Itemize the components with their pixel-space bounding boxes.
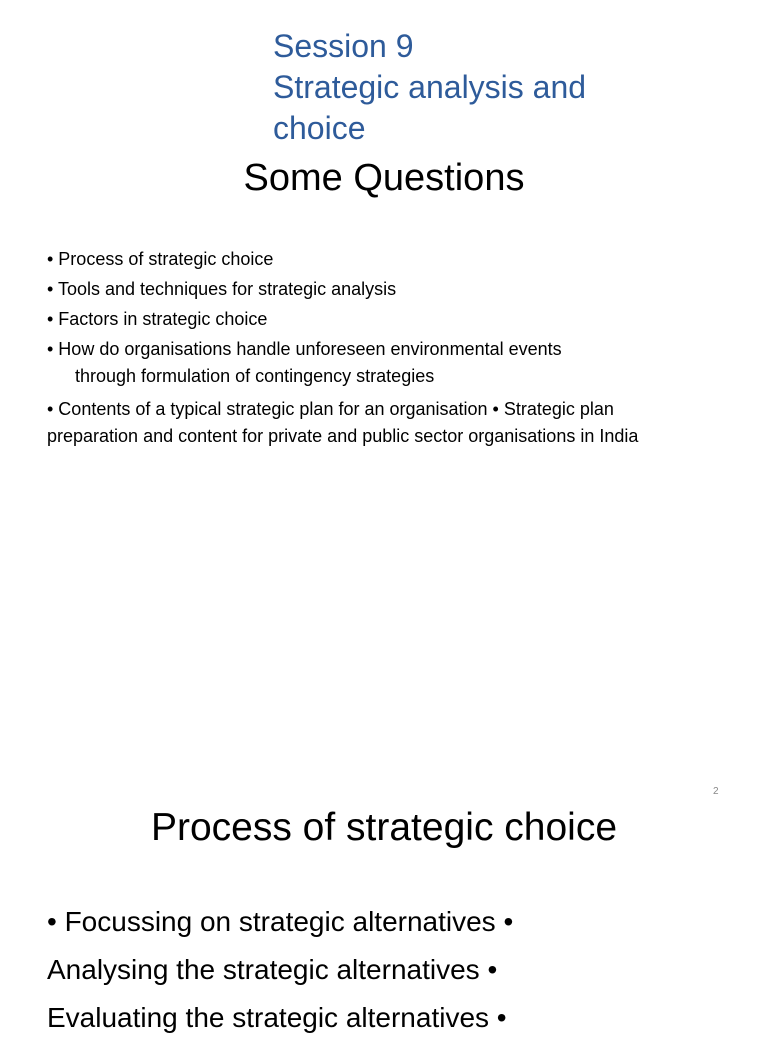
header-line: Strategic analysis and xyxy=(273,69,587,105)
header-line: choice xyxy=(273,110,366,146)
list-item: Evaluating the strategic alternatives • xyxy=(47,1002,507,1033)
session-header xyxy=(273,26,586,149)
list-item: Analysing the strategic alternatives • xyxy=(47,954,498,985)
slide-title: Some Questions xyxy=(243,157,525,199)
bullet-list xyxy=(47,898,747,1042)
bullet-list xyxy=(47,246,667,453)
list-item: • Factors in strategic choice xyxy=(47,309,268,329)
list-item-continuation: through formulation of contingency strategies xyxy=(75,366,435,386)
list-item: • Tools and techniques for strategic analysis xyxy=(47,279,397,299)
list-item: • Process of strategic choice xyxy=(47,249,274,269)
header-line: Session 9 xyxy=(273,28,414,64)
list-item xyxy=(47,336,667,390)
list-item: • Contents of a typical strategic plan for an organisation • Strategic plan preparation and content for private and public sector organisations in India xyxy=(47,399,639,446)
slide-title: Process of strategic choice xyxy=(150,806,618,849)
list-item: • Focussing on strategic alternatives • xyxy=(47,906,514,937)
page-number: 2 xyxy=(713,786,719,797)
list-item-text: • How do organisations handle unforeseen environmental events xyxy=(47,339,562,359)
